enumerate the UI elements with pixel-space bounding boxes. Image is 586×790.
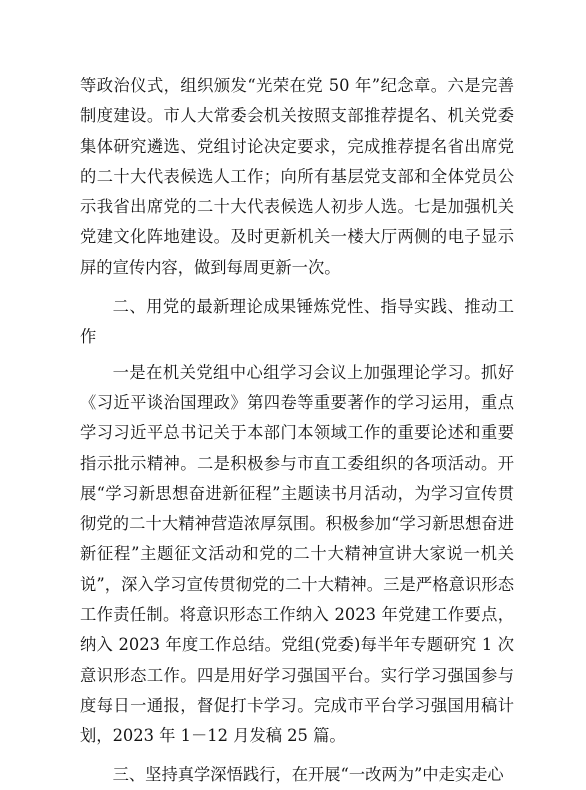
body-paragraph-1: 等政治仪式，组织颁发“光荣在党 50 年”纪念章。六是完善制度建设。市人大常委会机关按照支部推荐提名、机关党委集体研究遴选、党组讨论决定要求，完成推荐提名省出席党的二十大代表候选人工作；向所有基层党支部和全体党员公示我省出席党的二十大代表候选人初步人选。七是加强机关党建文化阵地建设。及时更新机关一楼大厅两侧的电子显示屏的宣传内容，做到每周更新一次。 — [80, 76, 514, 277]
section-heading-2: 二、用党的最新理论成果锤炼党性、指导实践、推动工作 — [80, 297, 514, 347]
body-paragraph-3: 一是在机关党组中心组学习会议上加强理论学习。抓好《习近平谈治国理政》第四卷等重要著作的学习运用，重点学习习近平总书记关于本部门本领域工作的重要论述和重要指示批示精神。二是积极参与市直工委组织的各项活动。开展“学习新思想奋进新征程”主题读书月活动，为学习宣传贯彻党的二十大精神营造浓厚氛围。积极参加“学习新思想奋进新征程”主题征文活动和党的二十大精神宣讲大家说一机关说”，深入学习宣传贯彻党的二十大精神。三是严格意识形态工作责任制。将意识形态工作纳入 2023 年党建工作要点，纳入 2023 年度工作总结。党组(党委)每半年专题研究 1 次意识形态工作。四是用好学习强国平台。实行学习强国参与度每日一通报，督促打卡学习。完成市平台学习强国用稿计划，2023 年 1－12 月发稿 25 篇。 — [80, 362, 514, 746]
document-body — [80, 71, 514, 790]
section-heading-3: 三、坚持真学深悟践行，在开展“一改两为”中走实走心 — [112, 764, 504, 784]
